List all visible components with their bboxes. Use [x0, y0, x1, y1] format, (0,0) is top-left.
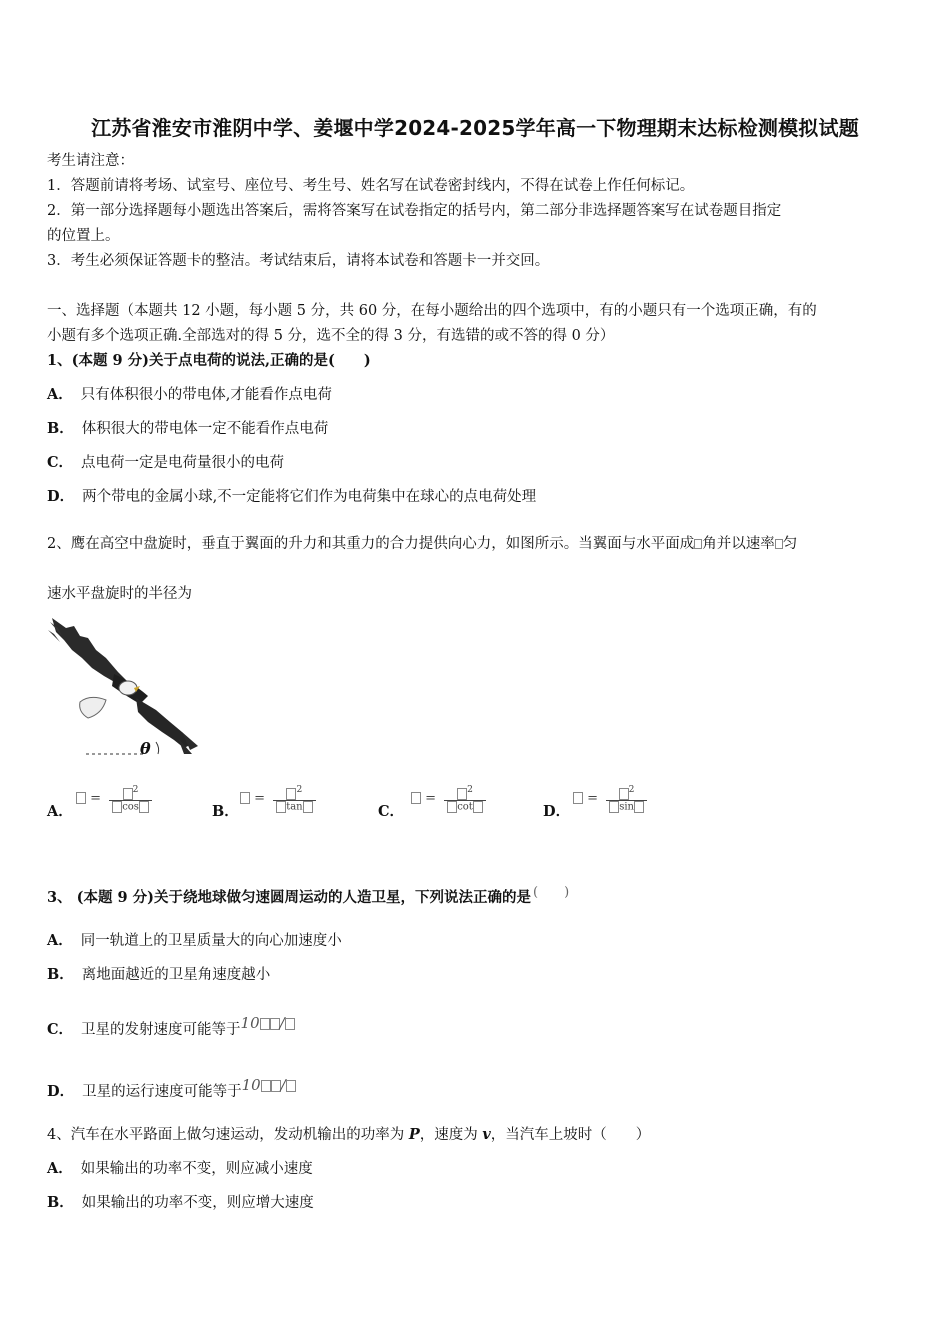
q2-option-a: A．: [47, 803, 73, 820]
section-instructions-2: 小题有多个选项正确.全部选对的得 5 分，选不全的得 3 分，有选错的或不答的得 0 分）: [47, 328, 615, 344]
page-title: 江苏省淮安市淮阴中学、姜堰中学2024-2025学年高一下物理期末达标检测模拟试题: [91, 116, 859, 140]
q4-option-b: B． 如果输出的功率不变，则应增大速度: [47, 1194, 314, 1211]
q4-stem: 4、汽车在水平路面上做匀速运动，发动机输出的功率为 P，速度为 v，当汽车上坡时（ ）: [47, 1126, 651, 1143]
q2-formula-d: = $\frac{^2}{\sin}$: [573, 784, 647, 813]
q1-option-a: A． 只有体积很小的带电体,才能看作点电荷: [47, 386, 332, 403]
notice-item-1: 1．答题前请将考场、试室号、座位号、考生号、姓名写在试卷密封线内，不得在试卷上作任何标记。: [47, 178, 695, 194]
notice-item-2: 2．第一部分选择题每小题选出答案后，需将答案写在试卷指定的括号内，第二部分非选择题答案写在试卷题目指定: [47, 203, 782, 219]
q3-option-b: B． 离地面越近的卫星角速度越小: [47, 966, 271, 983]
q3-option-c: C． 卫星的发射速度可能等于10 /: [47, 1013, 295, 1040]
q3-option-d: D． 卫星的运行速度可能等于10 /: [47, 1075, 296, 1102]
q1-stem: 1、(本题 9 分)关于点电荷的说法,正确的是( ): [47, 352, 371, 369]
q4-option-a: A． 如果输出的功率不变，则应减小速度: [47, 1160, 313, 1177]
q2-stem: 2、鹰在高空中盘旋时，垂直于翼面的升力和其重力的合力提供向心力，如图所示。当翼面与水平面成 角并以速率 匀: [47, 536, 798, 552]
q2-option-c: C．: [378, 803, 405, 820]
angle-arc: [156, 742, 159, 754]
q2-formula-b: = $\frac{^2}{\tan}$: [240, 784, 316, 813]
q1-option-b: B． 体积很大的带电体一定不能看作点电荷: [47, 420, 329, 437]
q1-option-d: D． 两个带电的金属小球,不一定能将它们作为电荷集中在球心的点电荷处理: [47, 488, 537, 505]
q3-option-a: A． 同一轨道上的卫星质量大的向心加速度小: [47, 932, 342, 949]
notice-item-3: 3．考生必须保证答题卡的整洁。考试结束后，请将本试卷和答题卡一并交回。: [47, 253, 550, 269]
q1-option-c: C． 点电荷一定是电荷量很小的电荷: [47, 454, 285, 471]
q2-option-d: D．: [543, 803, 571, 820]
notice-heading: 考生请注意：: [47, 153, 134, 169]
eagle-figure: [44, 614, 200, 760]
q2-option-b: B．: [212, 803, 239, 820]
speed-glyph: [775, 539, 783, 549]
q3-stem: 3、 (本题 9 分)关于绕地球做匀速圆周运动的人造卫星，下列说法正确的是 ( ): [47, 885, 570, 906]
notice-item-2-cont: 的位置上。: [47, 228, 120, 244]
section-instructions-1: 一、选择题（本题共 12 小题，每小题 5 分，共 60 分，在每小题给出的四个选项中，有的小题只有一个选项正确，有的: [47, 303, 817, 319]
q2-formula-c: = $\frac{^2}{\cot}$: [411, 784, 486, 813]
q2-formula-a: = $\frac{^2}{\cos}$: [76, 784, 152, 813]
theta-label: θ: [140, 739, 151, 758]
eagle-illustration: [48, 618, 198, 754]
q2-stem-cont: 速水平盘旋时的半径为: [47, 586, 192, 602]
